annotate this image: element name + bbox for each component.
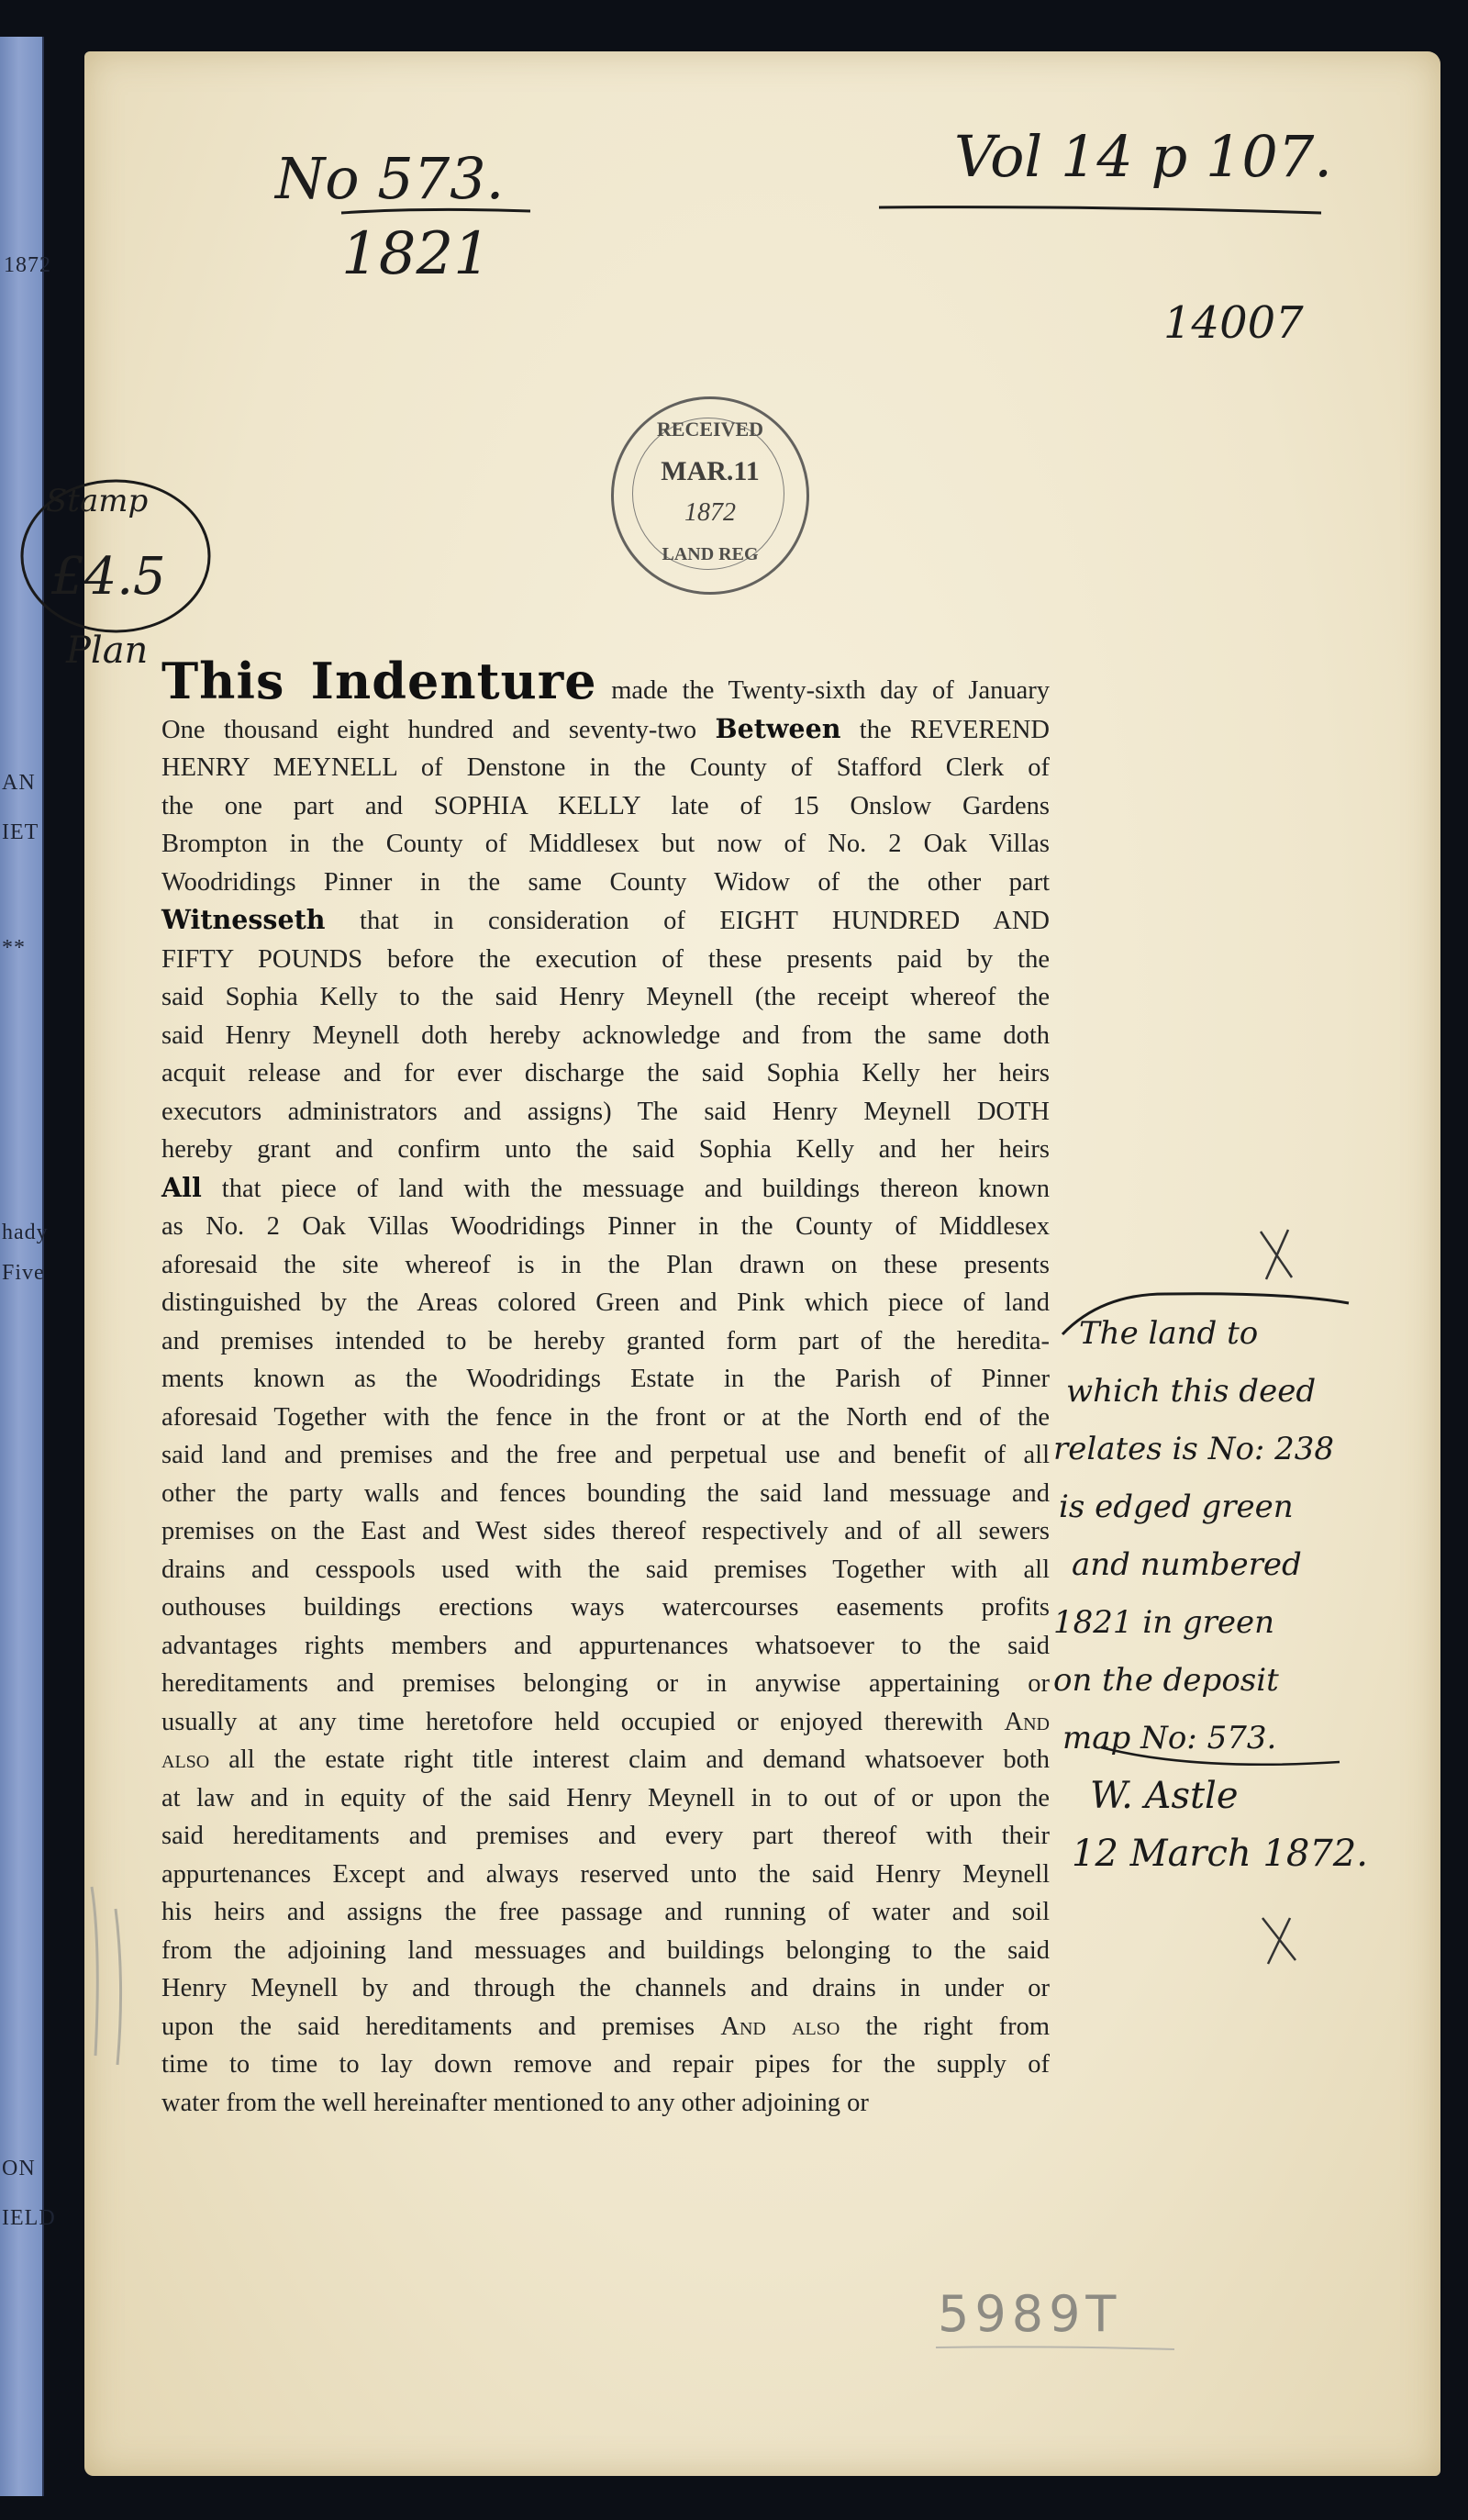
deed-text: Henry Meynell by and through the channels and drains in under or (161, 1974, 1050, 2002)
deed-text: appurtenances Except and always reserved unto the said Henry Meynell (161, 1859, 1050, 1889)
deed-text: said land and premises and the free and perpetual use and benefit of all (161, 1441, 1050, 1469)
stamp-text-date: MAR.11 (661, 456, 760, 486)
stamp-text-office: LAND REG (662, 544, 759, 564)
spine-label: ** (2, 936, 26, 960)
deed-emphasis: All (161, 1171, 202, 1203)
deed-text: the right from (840, 2012, 1051, 2041)
deed-text: aforesaid Together with the fence in the front or at the North end of the (161, 1402, 1050, 1432)
deed-text: Woodridings Pinner in the same County Widow of the other part (161, 867, 1050, 897)
stamp-duty-amount: £4.5 (51, 547, 166, 607)
pencil-catalogue-number: 5989T (938, 2285, 1122, 2343)
deed-emphasis: also (161, 1745, 210, 1774)
deed-text: that piece of land with the messuage and buildings thereon known (201, 1174, 1050, 1203)
deed-text: FIFTY POUNDS before the execution of these presents paid by the (161, 944, 1050, 974)
deed-text: said hereditaments and premises and every part thereof with their (161, 1822, 1050, 1850)
spine-label: AN (2, 771, 36, 795)
deed-text: his heirs and assigns the free passage and running of water and soil (161, 1898, 1050, 1926)
deed-text: One thousand eight hundred and seventy-two (161, 715, 716, 744)
deed-text: the one part and SOPHIA KELLY late of 15 Onslow Gardens (161, 791, 1050, 820)
deed-text: acquit release and for ever discharge the said Sophia Kelly her heirs (161, 1059, 1050, 1087)
deed-text: Brompton in the County of Middlesex but now of No. 2 Oak Villas (161, 830, 1050, 858)
spine-label: ON (2, 2157, 36, 2180)
deed-text: made the Twenty-sixth day of January (596, 676, 1050, 705)
deed-number: No 573. (275, 145, 505, 212)
signature: W. Astle (1090, 1775, 1239, 1817)
deed-text: said Henry Meynell doth hereby acknowledge and from the same doth (161, 1020, 1050, 1050)
margin-note-line: and numbered (1072, 1546, 1302, 1583)
deed-text: drains and cesspools used with the said premises Together with all (161, 1555, 1050, 1584)
deed-text: ments known as the Woodridings Estate in the Parish of Pinner (161, 1365, 1050, 1393)
spine-label: IELD (2, 2206, 56, 2230)
stamp-duty-oval (22, 481, 209, 631)
deed-text: executors administrators and assigns) The said Henry Meynell DOTH (161, 1097, 1050, 1126)
volume-reference: Vol 14 p 107. (954, 123, 1332, 190)
deed-text: premises on the East and West sides thereof respectively and of all sewers (161, 1517, 1050, 1545)
margin-note-line: is edged green (1059, 1489, 1294, 1525)
deed-text: time to time to lay down remove and repair pipes for the supply of (161, 2050, 1050, 2079)
pencil-margin-line-1 (92, 1887, 97, 2056)
deed-text: outhouses buildings erections ways watercourses easements profits (161, 1593, 1050, 1622)
deed-emphasis: And (1004, 1707, 1050, 1736)
deed-emphasis: Between (715, 712, 841, 744)
deed-text: at law and in equity of the said Henry Meynell in to out of or upon the (161, 1783, 1050, 1812)
margin-note-flourish (1062, 1294, 1349, 1334)
signature-flourish (1101, 1747, 1340, 1765)
number-underline (341, 209, 530, 213)
plan-note: Plan (66, 630, 149, 672)
spine-label: 1872 (4, 253, 51, 277)
volume-underline (879, 207, 1321, 213)
deed-text: water from the well hereinafter mentioned to any other adjoining or (161, 2088, 869, 2117)
spine-label: Five (2, 1261, 45, 1285)
deed-emphasis: And also (720, 2012, 840, 2041)
deed-text: and premises intended to be hereby granted form part of the heredita- (161, 1326, 1050, 1355)
deed-text: aforesaid the site whereof is in the Plan drawn on these presents (161, 1250, 1050, 1279)
spine-label: hady (2, 1221, 49, 1244)
stamp-text-year: 1872 (684, 498, 736, 527)
deed-text: from the adjoining land messuages and buildings belonging to the said (161, 1935, 1050, 1965)
deed-text: the REVEREND (840, 715, 1050, 744)
margin-note-line: The land to (1079, 1315, 1259, 1352)
margin-note-line: on the deposit (1053, 1662, 1279, 1699)
deed-text: usually at any time heretofore held occupied or enjoyed therewith (161, 1707, 1005, 1736)
pencil-margin-line-2 (116, 1909, 121, 2065)
deed-emphasis: This Indenture (161, 652, 597, 710)
deed-text: hereby grant and confirm unto the said Sophia Kelly and her heirs (161, 1135, 1050, 1164)
deed-text: that in consideration of EIGHT HUNDRED AND (325, 907, 1050, 935)
deed-text: advantages rights members and appurtenances whatsoever to the said (161, 1631, 1050, 1660)
signature-date: 12 March 1872. (1072, 1833, 1368, 1875)
cross-mark-top (1261, 1230, 1292, 1279)
stamp-text-received: RECEIVED (656, 418, 764, 440)
deed-text: upon the said hereditaments and premises (161, 2012, 721, 2041)
spine-label: IET (2, 820, 39, 844)
deed-text: all the estate right title interest claim and demand whatsoever both (209, 1745, 1050, 1774)
reference-number: 14007 (1163, 297, 1304, 349)
pencil-underline (936, 2347, 1174, 2349)
margin-note-line: which this deed (1066, 1373, 1317, 1410)
deed-text: distinguished by the Areas colored Green and Pink which piece of land (161, 1288, 1050, 1317)
margin-note-line: 1821 in green (1053, 1604, 1275, 1641)
deed-text: other the party walls and fences bounding the said land messuage and (161, 1478, 1050, 1508)
deed-year: 1821 (341, 220, 491, 288)
stamp-duty-label: Stamp (46, 483, 149, 519)
cross-mark-bottom (1262, 1918, 1296, 1964)
deed-text: said Sophia Kelly to the said Henry Meynell (the receipt whereof the (161, 983, 1050, 1011)
deed-text: hereditaments and premises belonging or in anywise appertaining or (161, 1669, 1050, 1698)
margin-note-line: map No: 573. (1062, 1720, 1277, 1756)
deed-text: as No. 2 Oak Villas Woodridings Pinner in the County of Middlesex (161, 1212, 1050, 1241)
deed-text: HENRY MEYNELL of Denstone in the County of Stafford Clerk of (161, 753, 1050, 782)
deed-emphasis: Witnesseth (161, 904, 326, 935)
margin-note-line: relates is No: 238 (1053, 1431, 1335, 1467)
